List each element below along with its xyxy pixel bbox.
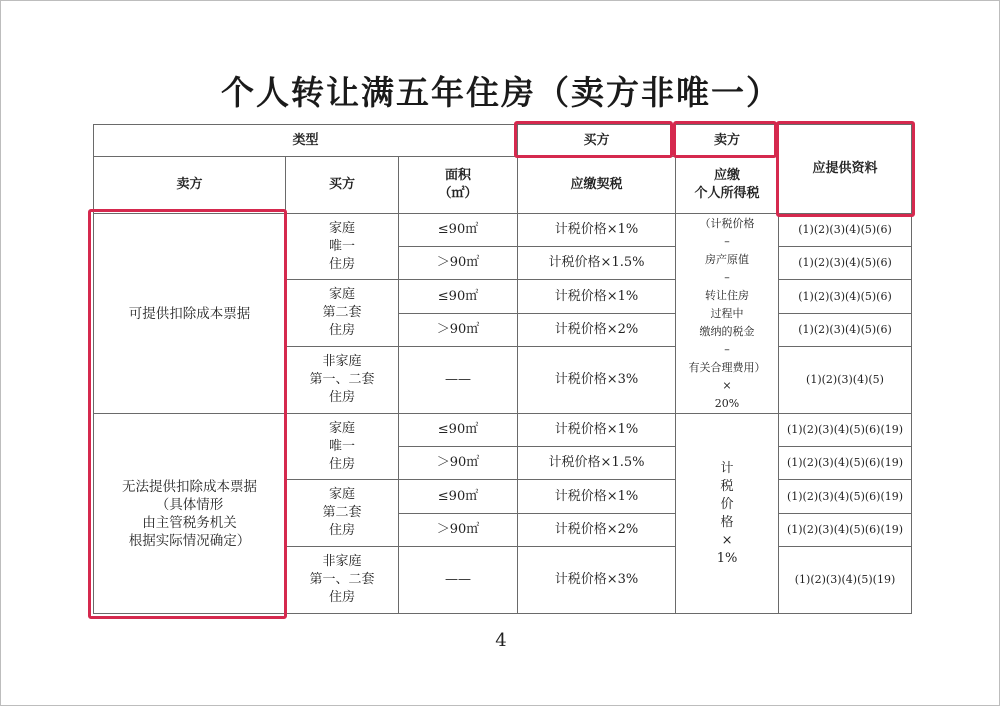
header-seller: 卖方 — [94, 157, 286, 214]
area-cell: ≤90㎡ — [399, 480, 518, 514]
buyer-cell: 非家庭 第一、二套 住房 — [286, 547, 399, 614]
materials-cell: (1)(2)(3)(4)(5)(6)(19) — [779, 514, 912, 547]
buyer-cell: 家庭 唯一 住房 — [286, 414, 399, 480]
area-cell: ＞90㎡ — [399, 514, 518, 547]
materials-cell: (1)(2)(3)(4)(5)(6) — [779, 280, 912, 314]
materials-cell: (1)(2)(3)(4)(5)(6) — [779, 214, 912, 247]
header-income-tax: 应缴 个人所得税 — [676, 157, 779, 214]
deed-tax-cell: 计税价格×1% — [518, 480, 676, 514]
income-tax-cell: （计税价格 – 房产原值 – 转让住房 过程中 缴纳的税金 – 有关合理费用） × 20% — [676, 214, 779, 414]
area-cell: ＞90㎡ — [399, 447, 518, 480]
materials-cell: (1)(2)(3)(4)(5)(6)(19) — [779, 414, 912, 447]
area-cell: ≤90㎡ — [399, 280, 518, 314]
buyer-cell: 家庭 第二套 住房 — [286, 280, 399, 347]
seller-cell: 可提供扣除成本票据 — [94, 214, 286, 414]
materials-cell: (1)(2)(3)(4)(5)(6)(19) — [779, 480, 912, 514]
materials-cell: (1)(2)(3)(4)(5)(19) — [779, 547, 912, 614]
area-cell: —— — [399, 347, 518, 414]
income-tax-cell: 计 税 价 格 × 1% — [676, 414, 779, 614]
deed-tax-cell: 计税价格×3% — [518, 347, 676, 414]
area-cell: —— — [399, 547, 518, 614]
deed-tax-cell: 计税价格×1.5% — [518, 447, 676, 480]
header-area: 面积 （㎡） — [399, 157, 518, 214]
deed-tax-cell: 计税价格×1% — [518, 414, 676, 447]
area-cell: ＞90㎡ — [399, 247, 518, 280]
seller-cell: 无法提供扣除成本票据 （具体情形 由主管税务机关 根据实际情况确定） — [94, 414, 286, 614]
header-seller-group: 卖方 — [676, 125, 779, 157]
materials-cell: (1)(2)(3)(4)(5)(6) — [779, 314, 912, 347]
buyer-cell: 非家庭 第一、二套 住房 — [286, 347, 399, 414]
materials-cell: (1)(2)(3)(4)(5)(6)(19) — [779, 447, 912, 480]
materials-cell: (1)(2)(3)(4)(5)(6) — [779, 247, 912, 280]
header-materials: 应提供资料 — [779, 125, 912, 214]
header-buyer-group: 买方 — [518, 125, 676, 157]
materials-cell: (1)(2)(3)(4)(5) — [779, 347, 912, 414]
header-type: 类型 — [94, 125, 518, 157]
page-title: 个人转让满五年住房（卖方非唯一） — [221, 73, 781, 112]
buyer-cell: 家庭 第二套 住房 — [286, 480, 399, 547]
deed-tax-cell: 计税价格×2% — [518, 514, 676, 547]
buyer-cell: 家庭 唯一 住房 — [286, 214, 399, 280]
header-deed-tax: 应缴契税 — [518, 157, 676, 214]
tax-table — [93, 124, 912, 614]
area-cell: ＞90㎡ — [399, 314, 518, 347]
deed-tax-cell: 计税价格×1.5% — [518, 247, 676, 280]
deed-tax-cell: 计税价格×2% — [518, 314, 676, 347]
deed-tax-cell: 计税价格×1% — [518, 280, 676, 314]
area-cell: ≤90㎡ — [399, 414, 518, 447]
deed-tax-cell: 计税价格×1% — [518, 214, 676, 247]
deed-tax-cell: 计税价格×3% — [518, 547, 676, 614]
area-cell: ≤90㎡ — [399, 214, 518, 247]
page-number: 4 — [495, 630, 507, 651]
header-buyer: 买方 — [286, 157, 399, 214]
